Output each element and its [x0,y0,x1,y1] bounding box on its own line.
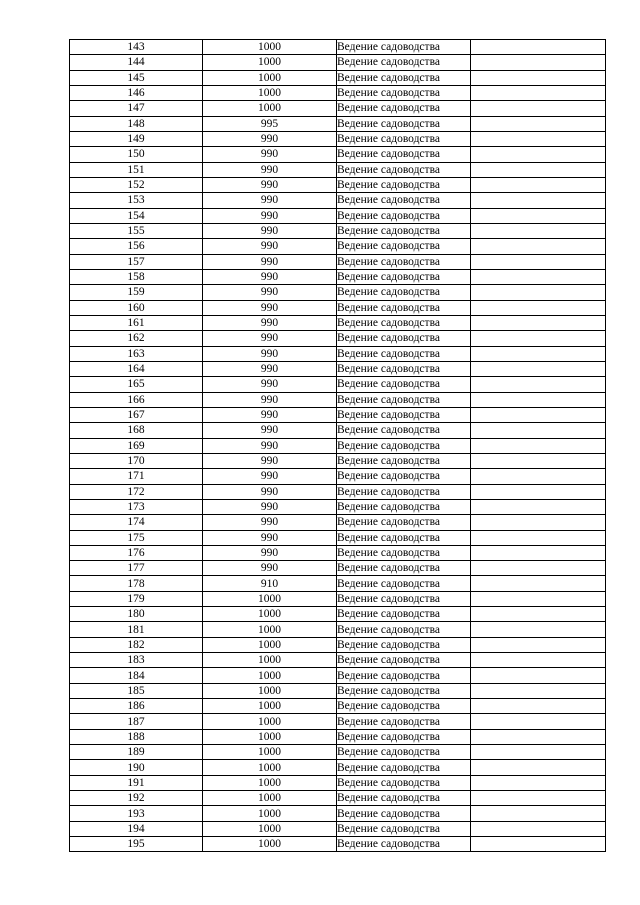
land-use-cell: Ведение садоводства [337,683,471,698]
plot-area-cell: 1000 [203,85,337,100]
note-cell [471,821,606,836]
plot-area-cell: 990 [203,515,337,530]
land-use-cell: Ведение садоводства [337,269,471,284]
land-use-cell: Ведение садоводства [337,745,471,760]
plot-number-cell: 190 [70,760,203,775]
plot-area-cell: 990 [203,377,337,392]
plot-number-cell: 193 [70,806,203,821]
plot-area-cell: 990 [203,162,337,177]
plot-area-cell: 1000 [203,607,337,622]
plot-area-cell: 990 [203,300,337,315]
plot-number-cell: 148 [70,116,203,131]
plot-area-cell: 995 [203,116,337,131]
table-row [70,653,606,668]
land-use-cell: Ведение садоводства [337,300,471,315]
plot-area-cell: 1000 [203,55,337,70]
note-cell [471,85,606,100]
plot-area-cell: 990 [203,438,337,453]
plot-number-cell: 173 [70,499,203,514]
table-row [70,683,606,698]
land-use-cell: Ведение садоводства [337,591,471,606]
note-cell [471,561,606,576]
plot-number-cell: 149 [70,131,203,146]
land-use-cell: Ведение садоводства [337,453,471,468]
plot-area-cell: 1000 [203,821,337,836]
plot-area-cell: 1000 [203,775,337,790]
note-cell [471,407,606,422]
plot-number-cell: 183 [70,653,203,668]
table-row [70,423,606,438]
note-cell [471,315,606,330]
land-use-cell: Ведение садоводства [337,515,471,530]
note-cell [471,791,606,806]
land-use-cell: Ведение садоводства [337,469,471,484]
plot-number-cell: 185 [70,683,203,698]
table-row [70,837,606,852]
plot-number-cell: 147 [70,101,203,116]
note-cell [471,193,606,208]
plot-number-cell: 186 [70,699,203,714]
plot-number-cell: 184 [70,668,203,683]
plot-number-cell: 161 [70,315,203,330]
plot-number-cell: 180 [70,607,203,622]
plot-number-cell: 175 [70,530,203,545]
plot-area-cell: 990 [203,545,337,560]
plot-number-cell: 151 [70,162,203,177]
plot-number-cell: 146 [70,85,203,100]
land-use-cell: Ведение садоводства [337,760,471,775]
plot-area-cell: 990 [203,315,337,330]
land-use-cell: Ведение садоводства [337,637,471,652]
land-use-cell: Ведение садоводства [337,837,471,852]
plot-area-cell: 990 [203,285,337,300]
table-row [70,561,606,576]
table-row [70,223,606,238]
land-use-cell: Ведение садоводства [337,561,471,576]
note-cell [471,729,606,744]
table-row [70,85,606,100]
table-row [70,331,606,346]
plot-area-cell: 990 [203,361,337,376]
plot-area-cell: 1000 [203,699,337,714]
plot-number-cell: 181 [70,622,203,637]
plot-area-cell: 1000 [203,668,337,683]
note-cell [471,423,606,438]
plot-area-cell: 1000 [203,791,337,806]
table-row [70,821,606,836]
plot-number-cell: 187 [70,714,203,729]
note-cell [471,116,606,131]
plot-number-cell: 145 [70,70,203,85]
land-use-cell: Ведение садоводства [337,331,471,346]
table-row [70,131,606,146]
plot-area-cell: 990 [203,392,337,407]
land-use-cell: Ведение садоводства [337,484,471,499]
plot-area-cell: 990 [203,331,337,346]
plot-number-cell: 177 [70,561,203,576]
table-row [70,806,606,821]
note-cell [471,361,606,376]
table-row [70,300,606,315]
plot-number-cell: 160 [70,300,203,315]
note-cell [471,699,606,714]
table-row [70,346,606,361]
land-use-cell: Ведение садоводства [337,85,471,100]
plot-area-cell: 910 [203,576,337,591]
plot-area-cell: 990 [203,346,337,361]
land-use-cell: Ведение садоводства [337,668,471,683]
note-cell [471,223,606,238]
land-use-cell: Ведение садоводства [337,392,471,407]
table-row [70,116,606,131]
plot-area-cell: 1000 [203,745,337,760]
note-cell [471,285,606,300]
land-use-cell: Ведение садоводства [337,208,471,223]
note-cell [471,545,606,560]
land-use-cell: Ведение садоводства [337,285,471,300]
note-cell [471,484,606,499]
plot-number-cell: 158 [70,269,203,284]
plot-number-cell: 179 [70,591,203,606]
note-cell [471,775,606,790]
table-row [70,269,606,284]
note-cell [471,254,606,269]
plot-number-cell: 150 [70,147,203,162]
note-cell [471,515,606,530]
note-cell [471,147,606,162]
note-cell [471,653,606,668]
plot-area-cell: 990 [203,407,337,422]
note-cell [471,70,606,85]
table-row [70,147,606,162]
plot-area-cell: 1000 [203,837,337,852]
table-row [70,315,606,330]
land-use-cell: Ведение садоводства [337,423,471,438]
plot-area-cell: 990 [203,147,337,162]
plot-number-cell: 154 [70,208,203,223]
land-use-cell: Ведение садоводства [337,361,471,376]
plot-area-cell: 990 [203,561,337,576]
plot-number-cell: 155 [70,223,203,238]
plot-number-cell: 176 [70,545,203,560]
plot-number-cell: 167 [70,407,203,422]
plot-number-cell: 157 [70,254,203,269]
table-row [70,193,606,208]
land-use-cell: Ведение садоводства [337,806,471,821]
table-row [70,545,606,560]
land-use-cell: Ведение садоводства [337,193,471,208]
land-use-cell: Ведение садоводства [337,576,471,591]
plot-number-cell: 156 [70,239,203,254]
plot-number-cell: 143 [70,40,203,55]
table-row [70,407,606,422]
note-cell [471,607,606,622]
table-row [70,438,606,453]
land-use-cell: Ведение садоводства [337,530,471,545]
plot-area-cell: 1000 [203,591,337,606]
table-row [70,377,606,392]
land-use-cell: Ведение садоводства [337,116,471,131]
plot-number-cell: 152 [70,177,203,192]
plot-area-cell: 1000 [203,683,337,698]
note-cell [471,239,606,254]
note-cell [471,714,606,729]
plot-number-cell: 192 [70,791,203,806]
table-row [70,177,606,192]
note-cell [471,131,606,146]
plot-area-cell: 1000 [203,40,337,55]
table-row [70,576,606,591]
table-row [70,392,606,407]
table-row [70,637,606,652]
plot-number-cell: 153 [70,193,203,208]
land-use-cell: Ведение садоводства [337,499,471,514]
land-use-cell: Ведение садоводства [337,131,471,146]
note-cell [471,346,606,361]
table-row [70,469,606,484]
plot-number-cell: 188 [70,729,203,744]
plot-area-cell: 990 [203,223,337,238]
table-row [70,622,606,637]
note-cell [471,760,606,775]
note-cell [471,208,606,223]
note-cell [471,177,606,192]
land-use-cell: Ведение садоводства [337,223,471,238]
table-row [70,361,606,376]
plot-number-cell: 178 [70,576,203,591]
plot-area-cell: 990 [203,484,337,499]
table-row [70,607,606,622]
plot-area-cell: 990 [203,453,337,468]
plot-area-cell: 990 [203,193,337,208]
plot-area-cell: 1000 [203,70,337,85]
land-use-cell: Ведение садоводства [337,162,471,177]
note-cell [471,469,606,484]
land-use-cell: Ведение садоводства [337,147,471,162]
plot-area-cell: 1000 [203,653,337,668]
plot-number-cell: 169 [70,438,203,453]
land-use-cell: Ведение садоводства [337,70,471,85]
plot-area-cell: 1000 [203,637,337,652]
land-use-cell: Ведение садоводства [337,239,471,254]
plot-area-cell: 990 [203,131,337,146]
table-row [70,745,606,760]
note-cell [471,499,606,514]
table-row [70,162,606,177]
note-cell [471,331,606,346]
land-use-cell: Ведение садоводства [337,622,471,637]
note-cell [471,438,606,453]
land-plots-table [69,39,606,852]
plot-area-cell: 1000 [203,622,337,637]
plot-area-cell: 1000 [203,760,337,775]
plot-area-cell: 1000 [203,714,337,729]
land-use-cell: Ведение садоводства [337,55,471,70]
plot-area-cell: 990 [203,177,337,192]
plot-number-cell: 168 [70,423,203,438]
land-plots-table-body [70,40,606,852]
plot-area-cell: 990 [203,208,337,223]
note-cell [471,392,606,407]
land-use-cell: Ведение садоводства [337,438,471,453]
plot-area-cell: 990 [203,423,337,438]
plot-area-cell: 1000 [203,729,337,744]
table-row [70,714,606,729]
land-use-cell: Ведение садоводства [337,699,471,714]
note-cell [471,806,606,821]
note-cell [471,101,606,116]
plot-area-cell: 1000 [203,101,337,116]
land-use-cell: Ведение садоводства [337,607,471,622]
land-use-cell: Ведение садоводства [337,40,471,55]
land-use-cell: Ведение садоводства [337,791,471,806]
table-row [70,239,606,254]
table-row [70,254,606,269]
table-row [70,668,606,683]
plot-area-cell: 990 [203,269,337,284]
land-use-cell: Ведение садоводства [337,407,471,422]
plot-number-cell: 162 [70,331,203,346]
plot-area-cell: 990 [203,239,337,254]
note-cell [471,591,606,606]
land-use-cell: Ведение садоводства [337,346,471,361]
table-row [70,760,606,775]
table-row [70,775,606,790]
note-cell [471,40,606,55]
table-row [70,499,606,514]
note-cell [471,576,606,591]
table-row [70,453,606,468]
note-cell [471,377,606,392]
note-cell [471,837,606,852]
land-use-cell: Ведение садоводства [337,377,471,392]
note-cell [471,668,606,683]
plot-area-cell: 990 [203,469,337,484]
table-row [70,55,606,70]
table-row [70,699,606,714]
plot-number-cell: 159 [70,285,203,300]
note-cell [471,683,606,698]
land-use-cell: Ведение садоводства [337,653,471,668]
table-row [70,101,606,116]
note-cell [471,300,606,315]
table-row [70,484,606,499]
table-row [70,591,606,606]
table-row [70,791,606,806]
note-cell [471,269,606,284]
land-use-cell: Ведение садоводства [337,821,471,836]
plot-area-cell: 990 [203,254,337,269]
land-use-cell: Ведение садоводства [337,177,471,192]
plot-number-cell: 163 [70,346,203,361]
plot-number-cell: 165 [70,377,203,392]
note-cell [471,530,606,545]
table-row [70,208,606,223]
plot-number-cell: 166 [70,392,203,407]
note-cell [471,745,606,760]
plot-number-cell: 172 [70,484,203,499]
table-row [70,285,606,300]
table-row [70,530,606,545]
note-cell [471,162,606,177]
plot-number-cell: 164 [70,361,203,376]
plot-number-cell: 194 [70,821,203,836]
land-use-cell: Ведение садоводства [337,545,471,560]
plot-area-cell: 990 [203,499,337,514]
note-cell [471,55,606,70]
plot-number-cell: 170 [70,453,203,468]
table-row [70,40,606,55]
note-cell [471,637,606,652]
land-use-cell: Ведение садоводства [337,729,471,744]
plot-number-cell: 144 [70,55,203,70]
plot-number-cell: 195 [70,837,203,852]
note-cell [471,453,606,468]
table-row [70,515,606,530]
plot-area-cell: 990 [203,530,337,545]
note-cell [471,622,606,637]
table-row [70,70,606,85]
plot-number-cell: 191 [70,775,203,790]
land-use-cell: Ведение садоводства [337,254,471,269]
plot-number-cell: 189 [70,745,203,760]
table-row [70,729,606,744]
land-use-cell: Ведение садоводства [337,101,471,116]
land-use-cell: Ведение садоводства [337,775,471,790]
land-use-cell: Ведение садоводства [337,315,471,330]
plot-number-cell: 174 [70,515,203,530]
land-use-cell: Ведение садоводства [337,714,471,729]
plot-number-cell: 171 [70,469,203,484]
plot-number-cell: 182 [70,637,203,652]
plot-area-cell: 1000 [203,806,337,821]
